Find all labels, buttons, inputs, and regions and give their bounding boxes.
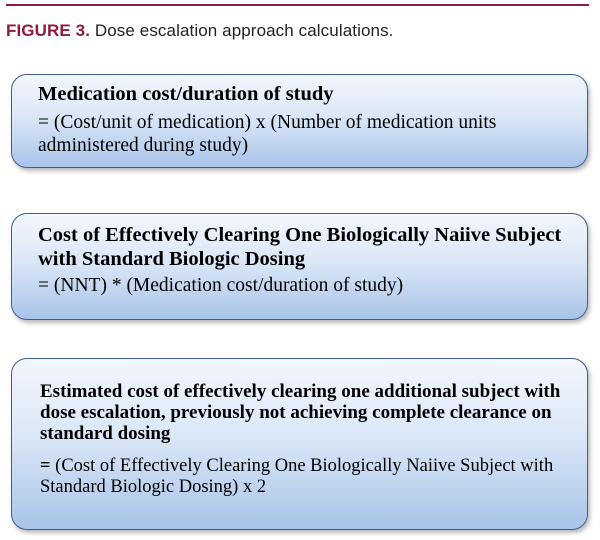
equals-sign: = bbox=[38, 112, 49, 133]
standard-dosing-cost-box bbox=[11, 213, 588, 320]
equals-sign: = bbox=[40, 456, 51, 476]
dose-escalation-cost-box bbox=[11, 358, 588, 530]
medication-cost-formula bbox=[38, 111, 577, 157]
equals-sign: = bbox=[38, 275, 49, 296]
standard-dosing-cost-formula-text: (NNT) * (Medication cost/duration of study) bbox=[53, 275, 404, 296]
standard-dosing-cost-heading: Cost of Effectively Clearing One Biologically Naiive Subject with Standard Biologic Dosing bbox=[38, 224, 562, 270]
figure-label: FIGURE 3. bbox=[6, 21, 91, 40]
dose-escalation-cost-heading: Estimated cost of effectively clearing one additional subject with dose escalation, previously not achieving complete clearance on standard dosing bbox=[40, 381, 561, 444]
figure-caption bbox=[6, 21, 394, 41]
dose-escalation-cost-formula-text: (Cost of Effectively Clearing One Biologically Naiive Subject with Standard Biologic Dosing) x 2 bbox=[40, 456, 554, 497]
top-divider bbox=[6, 4, 589, 6]
standard-dosing-cost-formula bbox=[38, 274, 577, 297]
dose-escalation-cost-formula bbox=[40, 456, 577, 498]
medication-cost-formula-text: (Cost/unit of medication) x (Number of medication units administered during study) bbox=[38, 112, 497, 156]
figure-title: Dose escalation approach calculations. bbox=[94, 21, 394, 40]
medication-cost-heading: Medication cost/duration of study bbox=[38, 83, 334, 105]
medication-cost-box bbox=[11, 74, 588, 168]
